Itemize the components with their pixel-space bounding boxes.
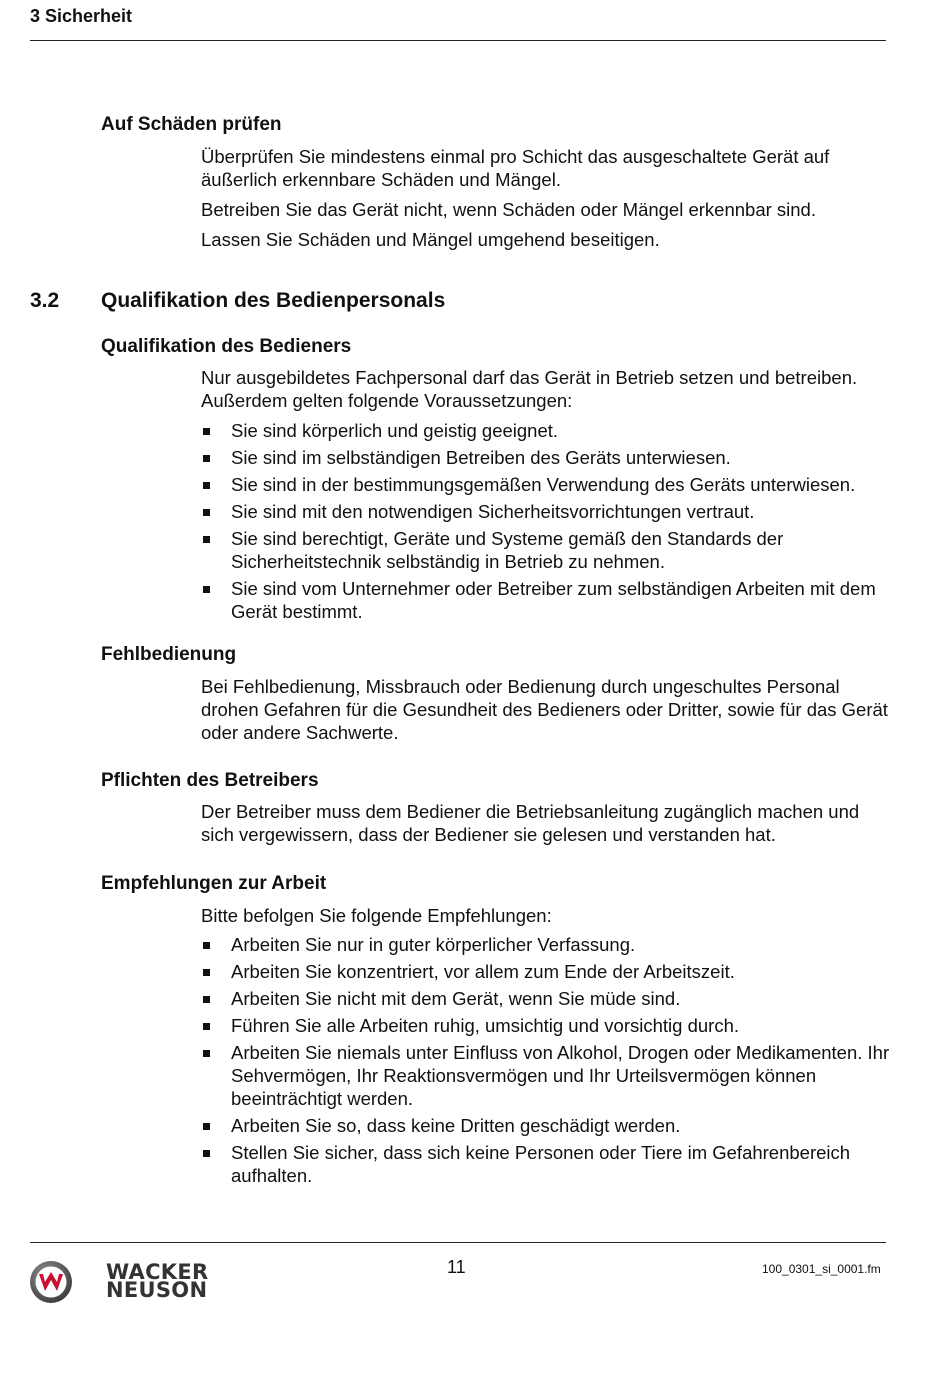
heading-misuse: Fehlbedienung	[101, 644, 237, 665]
bullet-square-icon	[203, 1123, 210, 1130]
section-title: Qualifikation des Bedienpersonals	[101, 289, 446, 312]
recommendations-list	[201, 933, 891, 1191]
bullet-square-icon	[203, 536, 210, 543]
brand-wordmark	[106, 1260, 209, 1302]
list-item: Arbeiten Sie niemals unter Einfluss von Alkohol, Drogen oder Medikamenten. Ihr Sehvermögen, Ihr Reaktionsvermögen und Ihr Urteilsvermögen können beeinträchtigt werden.	[201, 1041, 891, 1110]
bullet-square-icon	[203, 996, 210, 1003]
wacker-neuson-w-logo-icon	[29, 1260, 73, 1309]
bullet-square-icon	[203, 1150, 210, 1157]
heading-operator-duties: Pflichten des Betreibers	[101, 770, 319, 791]
bullet-square-icon	[203, 586, 210, 593]
damage-paragraph-2: Betreiben Sie das Gerät nicht, wenn Schäden oder Mängel erkennbar sind.	[201, 199, 816, 220]
list-item: Stellen Sie sicher, dass sich keine Personen oder Tiere im Gefahrenbereich aufhalten.	[201, 1141, 891, 1187]
header-rule	[30, 40, 886, 41]
list-item: Sie sind vom Unternehmer oder Betreiber zum selbständigen Arbeiten mit dem Gerät bestimmt.	[201, 577, 891, 623]
brand-line-2: NEUSON	[106, 1278, 208, 1302]
section-heading-3-2	[30, 288, 445, 314]
list-item: Arbeiten Sie nur in guter körperlicher Verfassung.	[201, 933, 891, 956]
duties-paragraph: Der Betreiber muss dem Bediener die Betriebsanleitung zugänglich machen und sich vergewissern, dass der Bediener sie gelesen und verstanden hat.	[201, 801, 860, 845]
file-name: 100_0301_si_0001.fm	[762, 1262, 881, 1276]
bullet-square-icon	[203, 509, 210, 516]
list-item: Sie sind körperlich und geistig geeignet.	[201, 419, 891, 442]
running-head: 3 Sicherheit	[30, 6, 133, 26]
section-number: 3.2	[30, 289, 60, 312]
damage-paragraph-1: Überprüfen Sie mindestens einmal pro Schicht das ausgeschaltete Gerät auf äußerlich erkennbare Schäden und Mängel.	[201, 146, 830, 190]
heading-operator-qualification: Qualifikation des Bedieners	[101, 336, 352, 357]
bullet-square-icon	[203, 969, 210, 976]
list-item: Sie sind berechtigt, Geräte und Systeme gemäß den Standards der Sicherheitstechnik selbständig in Betrieb zu nehmen.	[201, 527, 891, 573]
brand-line-1: WACKER	[106, 1260, 209, 1284]
page-number: 11	[447, 1257, 466, 1277]
list-item: Sie sind im selbständigen Betreiben des Geräts unterwiesen.	[201, 446, 891, 469]
list-item: Arbeiten Sie konzentriert, vor allem zum Ende der Arbeitszeit.	[201, 960, 891, 983]
bullet-square-icon	[203, 482, 210, 489]
recommendations-intro: Bitte befolgen Sie folgende Empfehlungen:	[201, 905, 552, 926]
list-item: Arbeiten Sie so, dass keine Dritten geschädigt werden.	[201, 1114, 891, 1137]
list-item: Sie sind in der bestimmungsgemäßen Verwendung des Geräts unterwiesen.	[201, 473, 891, 496]
footer-rule	[30, 1242, 886, 1243]
list-item: Sie sind mit den notwendigen Sicherheitsvorrichtungen vertraut.	[201, 500, 891, 523]
heading-work-recommendations: Empfehlungen zur Arbeit	[101, 873, 327, 894]
damage-paragraph-3: Lassen Sie Schäden und Mängel umgehend beseitigen.	[201, 229, 660, 250]
qualification-list	[201, 419, 891, 627]
misuse-paragraph: Bei Fehlbedienung, Missbrauch oder Bedienung durch ungeschultes Personal drohen Gefahren für die Gesundheit des Bedieners oder Dritter, sowie für das Gerät oder andere Sachwerte.	[201, 676, 888, 743]
bullet-square-icon	[203, 1023, 210, 1030]
bullet-square-icon	[203, 428, 210, 435]
bullet-square-icon	[203, 1050, 210, 1057]
heading-damage-check: Auf Schäden prüfen	[101, 114, 282, 135]
list-item: Führen Sie alle Arbeiten ruhig, umsichtig und vorsichtig durch.	[201, 1014, 891, 1037]
qualification-intro: Nur ausgebildetes Fachpersonal darf das Gerät in Betrieb setzen und betreiben. Außerdem gelten folgende Voraussetzungen:	[201, 367, 858, 411]
bullet-square-icon	[203, 942, 210, 949]
list-item: Arbeiten Sie nicht mit dem Gerät, wenn Sie müde sind.	[201, 987, 891, 1010]
bullet-square-icon	[203, 455, 210, 462]
